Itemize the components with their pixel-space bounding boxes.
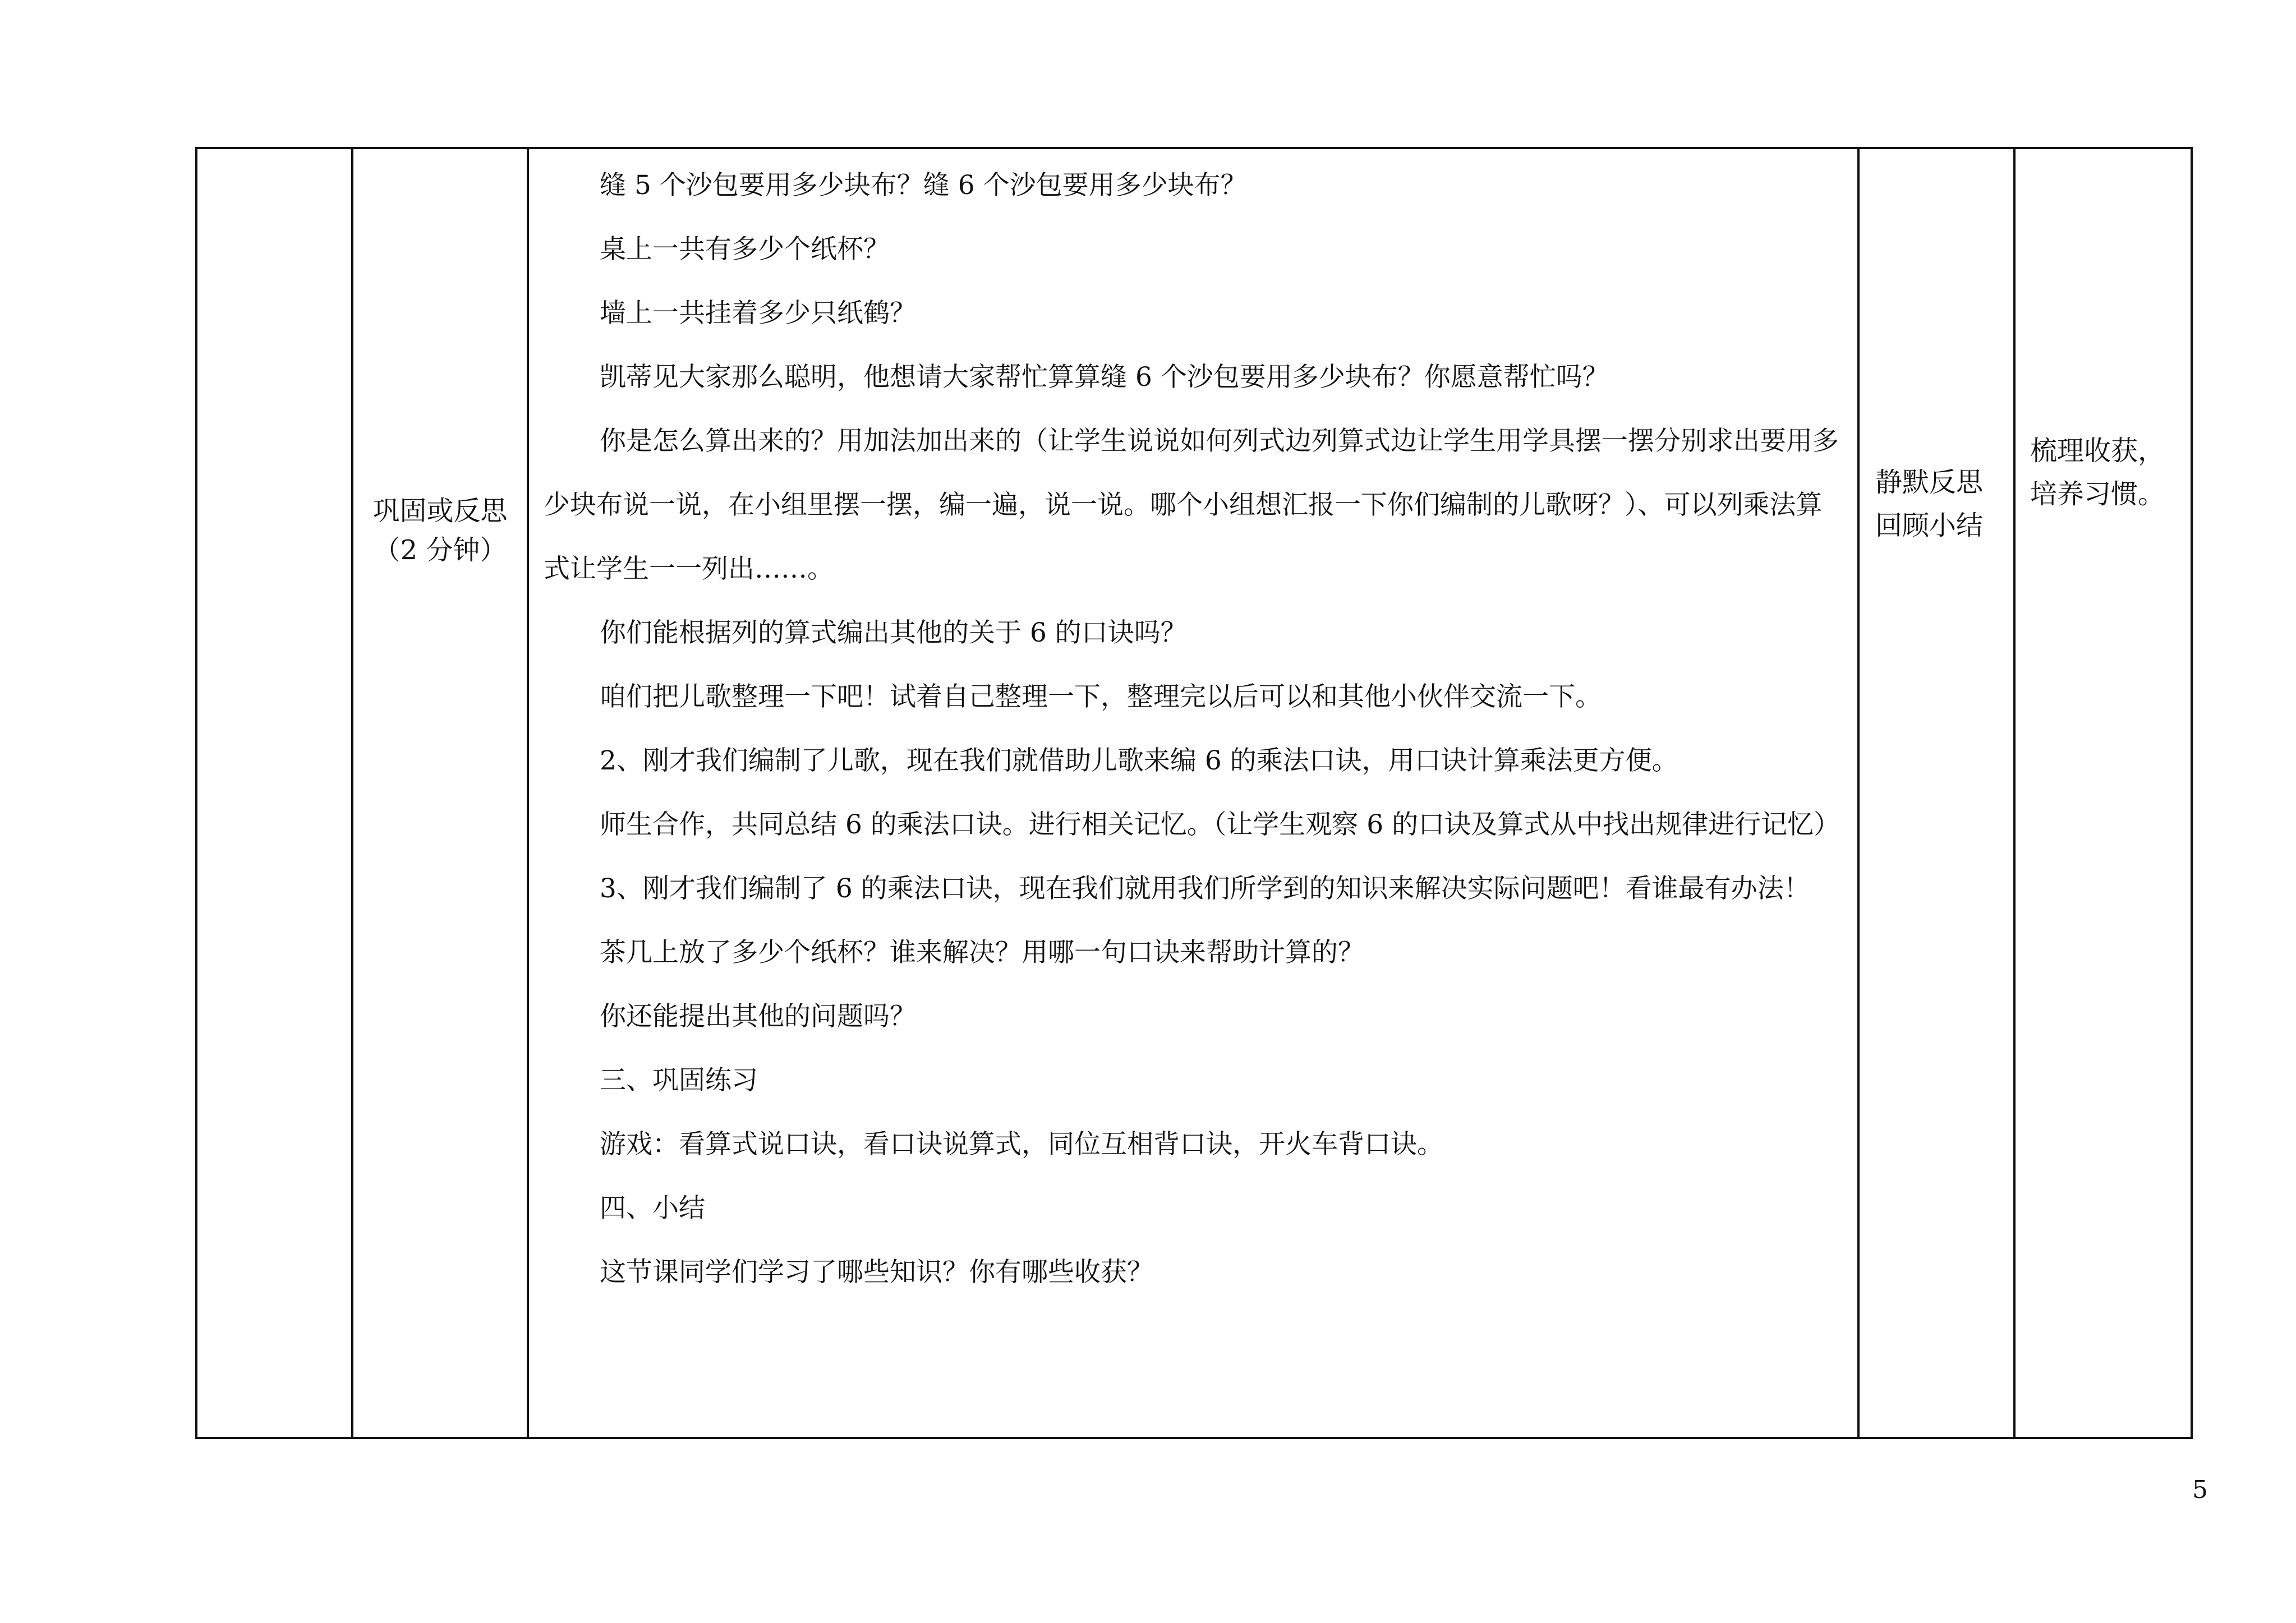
stage-cell [352,148,528,1438]
content-paragraph: 茶几上放了多少个纸杯？谁来解决？用哪一句口诀来帮助计算的？ [600,937,1364,968]
content-paragraph: 这节课同学们学习了哪些知识？你有哪些收获？ [600,1257,1153,1288]
content-paragraph: 游戏：看算式说口诀，看口诀说算式，同位互相背口诀，开火车背口诀。 [600,1129,1443,1160]
content-paragraph: 你们能根据列的算式编出其他的关于 6 的口诀吗？ [600,617,1187,648]
content-paragraph: 你是怎么算出来的？用加法加出来的（让学生说说如何列式边列算式边让学生用学具摆一摆分别求出要用多少块布说一说，在小组里摆一摆，编一遍，说一说。哪个小组想汇报一下你们编制的儿歌呀？）、可以列乘法算式让学生一一列出……。 [544,426,1839,584]
design-intent-line: 培养习惯。 [2030,478,2165,510]
student-activity-cell [1858,148,2014,1438]
design-intent-cell [2014,148,2192,1438]
content-paragraph: 咱们把儿歌整理一下吧！试着自己整理一下，整理完以后可以和其他小伙伴交流一下。 [600,681,1602,712]
lesson-plan-table [195,147,2193,1439]
teaching-content-cell [528,148,1858,1438]
content-paragraph: 三、巩固练习 [600,1065,758,1096]
content-paragraph: 墙上一共挂着多少只纸鹤？ [600,298,916,329]
content-paragraph: 3、刚才我们编制了 6 的乘法口诀，现在我们就用我们所学到的知识来解决实际问题吧！看谁最有办法！ [600,873,1810,904]
design-intent-line: 梳理收获， [2030,435,2165,467]
table-row [196,148,2192,1438]
content-paragraph: 你还能提出其他的问题吗？ [600,1001,916,1032]
content-paragraph: 桌上一共有多少个纸杯？ [600,234,890,265]
content-paragraph: 四、小结 [600,1193,705,1224]
student-activity-line: 静默反思 [1875,467,1984,498]
content-paragraph: 凯蒂见大家那么聪明，他想请大家帮忙算算缝 6 个沙包要用多少块布？你愿意帮忙吗？ [600,362,1609,393]
page-number: 5 [2192,1476,2208,1504]
content-paragraph: 师生合作，共同总结 6 的乘法口诀。进行相关记忆。（让学生观察 6 的口诀及算式从中找出规律进行记忆） [600,809,1841,840]
empty-cell [196,148,352,1438]
stage-duration: （2 分钟） [373,534,507,566]
content-paragraph: 2、刚才我们编制了儿歌，现在我们就借助儿歌来编 6 的乘法口诀，用口诀计算乘法更方便。 [600,745,1678,776]
content-paragraph: 缝 5 个沙包要用多少块布？缝 6 个沙包要用多少块布？ [600,170,1247,201]
stage-title: 巩固或反思 [372,495,508,527]
student-activity-line: 回顾小结 [1875,510,1984,541]
